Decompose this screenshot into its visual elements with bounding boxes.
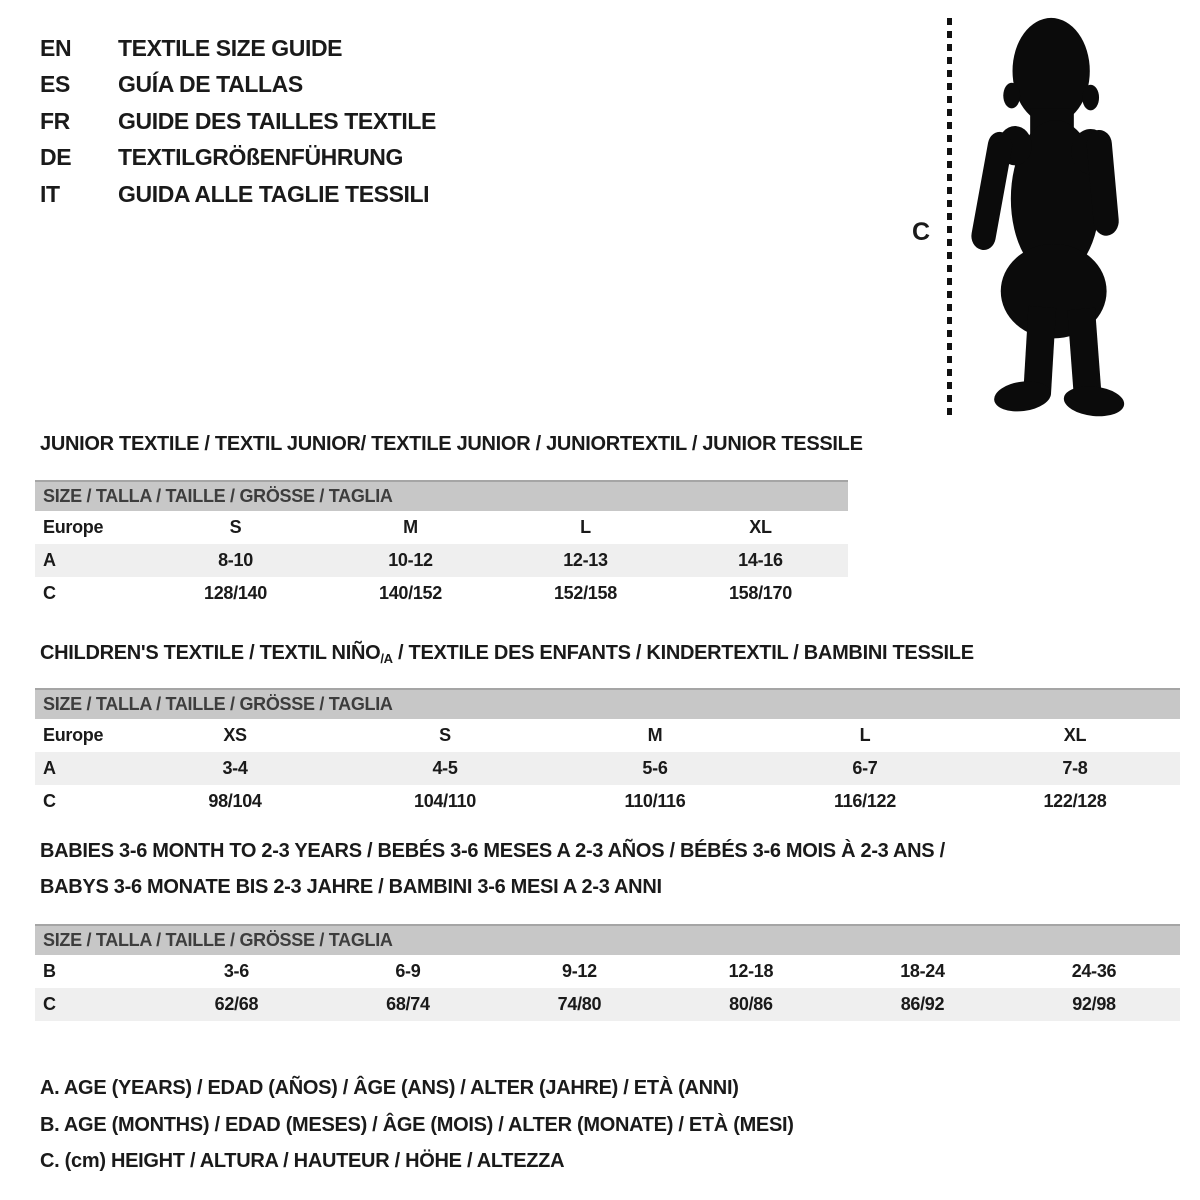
children-section-title — [40, 642, 974, 666]
table-cell: 14-16 — [738, 550, 783, 570]
column-header: M — [647, 725, 663, 745]
column-header: L — [859, 725, 871, 745]
legend-line-a: A. AGE (YEARS) / EDAD (AÑOS) / ÂGE (ANS) / ALTER (JAHRE) / ETÀ (ANNI) — [40, 1077, 739, 1099]
table-cell: 152/158 — [553, 583, 617, 603]
table-row-c — [35, 785, 1180, 818]
table-cell: 140/152 — [378, 583, 442, 603]
children-size-table — [35, 688, 1180, 818]
table-cell: 6-7 — [852, 758, 878, 778]
language-label: GUIDA ALLE TAGLIE TESSILI — [118, 180, 430, 207]
row-label: A — [43, 758, 56, 778]
language-code: ES — [40, 71, 70, 98]
babies-size-table — [35, 924, 1180, 1021]
table-cell: 86/92 — [900, 994, 945, 1014]
table-cell: 3-6 — [223, 961, 249, 981]
table-cell: 9-12 — [562, 961, 597, 981]
legend-line-c: C. (cm) HEIGHT / ALTURA / HAUTEUR / HÖHE / ALTEZZA — [40, 1150, 565, 1172]
size-header-label: SIZE / TALLA / TAILLE / GRÖSSE / TAGLIA — [43, 930, 393, 950]
table-row-a — [35, 752, 1180, 785]
table-cell: 98/104 — [208, 791, 262, 811]
table-cell: 104/110 — [414, 791, 476, 811]
size-header-bar — [35, 688, 1180, 719]
table-row-b — [35, 955, 1180, 988]
row-label: B — [43, 961, 56, 981]
language-label: TEXTILE SIZE GUIDE — [118, 35, 343, 61]
size-header-label: SIZE / TALLA / TAILLE / GRÖSSE / TAGLIA — [43, 694, 393, 714]
table-cell: 8-10 — [218, 550, 253, 570]
column-header: M — [403, 517, 418, 537]
size-header-label: SIZE / TALLA / TAILLE / GRÖSSE / TAGLIA — [43, 486, 393, 506]
table-cell: 158/170 — [728, 583, 792, 603]
language-code: IT — [40, 180, 60, 207]
row-label: C — [43, 791, 56, 811]
language-label: TEXTILGRÖßENFÜHRUNG — [118, 144, 403, 171]
table-cell: 3-4 — [222, 758, 248, 778]
table-cell: 10-12 — [388, 550, 433, 570]
table-cell: 7-8 — [1062, 758, 1088, 778]
table-row-c — [35, 577, 848, 610]
height-label: C — [912, 218, 930, 246]
size-header-bar — [35, 480, 848, 511]
language-code: EN — [40, 35, 72, 61]
column-header: Europe — [43, 725, 104, 745]
table-row-a — [35, 544, 848, 577]
table-cell: 92/98 — [1072, 994, 1116, 1014]
language-list — [40, 30, 436, 212]
language-label: GUÍA DE TALLAS — [118, 71, 303, 98]
babies-section-title-line2: BABYS 3-6 MONATE BIS 2-3 JAHRE / BAMBINI 3-6 MESI A 2-3 ANNI — [40, 876, 662, 898]
table-cell: 12-13 — [563, 550, 608, 570]
table-cell: 68/74 — [386, 994, 430, 1014]
language-label: GUIDE DES TAILLES TEXTILE — [118, 107, 436, 134]
column-header: S — [439, 725, 451, 745]
language-code: FR — [40, 107, 70, 134]
row-label: C — [43, 583, 56, 603]
column-header: Europe — [43, 517, 104, 537]
table-row-c — [35, 988, 1180, 1021]
table-cell: 4-5 — [432, 758, 458, 778]
children-title-sub: /A — [380, 651, 393, 666]
size-header-bar — [35, 924, 1180, 955]
table-cell: 5-6 — [642, 758, 668, 778]
column-header: S — [229, 517, 242, 537]
table-cell: 122/128 — [1043, 791, 1107, 811]
children-title-post: / TEXTILE DES ENFANTS / KINDERTEXTIL / BAMBINI TESSILE — [392, 642, 974, 664]
junior-size-table — [35, 480, 848, 610]
legend — [40, 1070, 794, 1180]
table-cell: 18-24 — [900, 961, 945, 981]
table-cell: 62/68 — [214, 994, 259, 1014]
legend-line-b: B. AGE (MONTHS) / EDAD (MESES) / ÂGE (MOIS) / ALTER (MONATE) / ETÀ (MESI) — [40, 1113, 794, 1136]
row-label: C — [43, 994, 56, 1014]
column-header: XL — [749, 517, 772, 537]
column-header: XL — [1063, 725, 1087, 745]
column-header: L — [580, 517, 591, 537]
table-cell: 6-9 — [395, 961, 421, 981]
table-cell: 80/86 — [729, 994, 773, 1014]
baby-silhouette — [968, 14, 1136, 417]
column-header-row — [35, 719, 1180, 752]
column-header: XS — [223, 725, 247, 745]
junior-section-title: JUNIOR TEXTILE / TEXTIL JUNIOR/ TEXTILE JUNIOR / JUNIORTEXTIL / JUNIOR TESSILE — [40, 433, 863, 455]
table-cell: 128/140 — [204, 583, 267, 603]
table-cell: 74/80 — [557, 994, 602, 1014]
babies-section-title-line1: BABIES 3-6 MONTH TO 2-3 YEARS / BEBÉS 3-6 MESES A 2-3 AÑOS / BÉBÉS 3-6 MOIS À 2-3 ANS / — [40, 840, 945, 862]
column-header-row — [35, 511, 848, 544]
height-dashed-line — [947, 18, 952, 416]
table-cell: 12-18 — [728, 961, 774, 981]
table-cell: 110/116 — [624, 791, 686, 811]
language-code: DE — [40, 144, 72, 171]
table-cell: 116/122 — [833, 791, 896, 811]
children-title-pre: CHILDREN'S TEXTILE / TEXTIL NIÑO — [40, 642, 381, 664]
row-label: A — [43, 550, 56, 570]
table-cell: 24-36 — [1071, 961, 1117, 981]
